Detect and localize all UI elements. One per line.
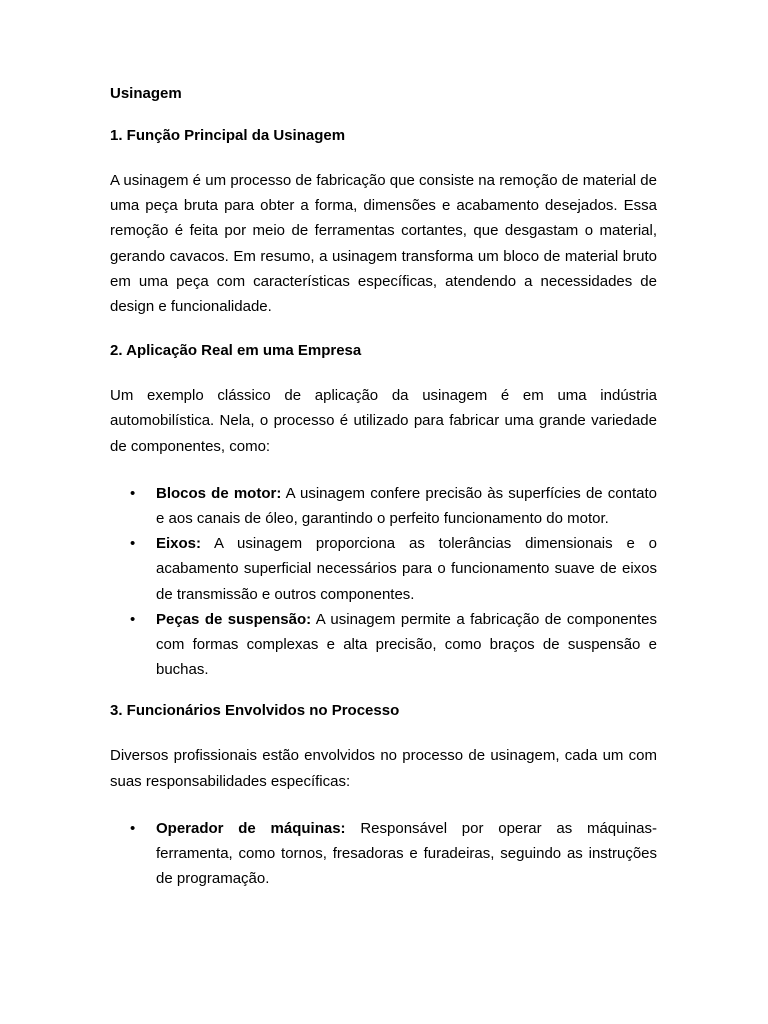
list-item [110,481,657,531]
bullet-icon: • [130,484,136,502]
document-title: Usinagem [110,85,182,102]
list-item-term: Blocos de motor: [156,484,282,502]
bullet-list [110,481,657,683]
list-item [110,816,657,892]
list-item-text: A usinagem confere precisão às superfícies de contato e aos canais de óleo, garantindo o perfeito funcionamento do motor. [156,484,657,528]
list-item-term: Peças de suspensão: [156,610,312,628]
section-paragraph: A usinagem é um processo de fabricação que consiste na remoção de material de uma peça bruta para obter a forma, dimensões e acabamento desejados. Essa remoção é feita por meio de ferramentas cortantes, que desgastam o material, gerando cavacos. Em resumo, a usinagem transforma um bloco de material bruto em uma peça com características específicas, atendendo a necessidades de design e funcionalidade. [110,172,657,316]
section-paragraph: Diversos profissionais estão envolvidos no processo de usinagem, cada um com suas responsabilidades específicas: [110,747,657,790]
document-page [110,84,657,910]
list-item-text: Responsável por operar as máquinas-ferramenta, como tornos, fresadoras e furadeiras, seguindo as instruções de programação. [156,819,657,888]
list-item-term: Eixos: [156,535,202,553]
list-item-text: A usinagem permite a fabricação de componentes com formas complexas e alta precisão, como braços de suspensão e buchas. [156,610,657,679]
list-item [110,607,657,683]
bullet-icon: • [130,610,136,628]
section-paragraph: Um exemplo clássico de aplicação da usinagem é em uma indústria automobilística. Nela, o processo é utilizado para fabricar uma grande variedade de componentes, como: [110,387,657,455]
bullet-icon: • [130,535,136,553]
list-item-term: Operador de máquinas: [156,819,346,837]
bullet-icon: • [130,819,136,837]
section-heading: 1. Função Principal da Usinagem [110,127,346,144]
section-heading: 3. Funcionários Envolvidos no Processo [110,702,400,720]
section-heading: 2. Aplicação Real em uma Empresa [110,342,362,360]
list-item-text: A usinagem proporciona as tolerâncias dimensionais e o acabamento superficial necessários para o funcionamento suave de eixos de transmissão e outros componentes. [156,535,657,603]
bullet-list [110,816,657,892]
list-item [110,531,657,607]
